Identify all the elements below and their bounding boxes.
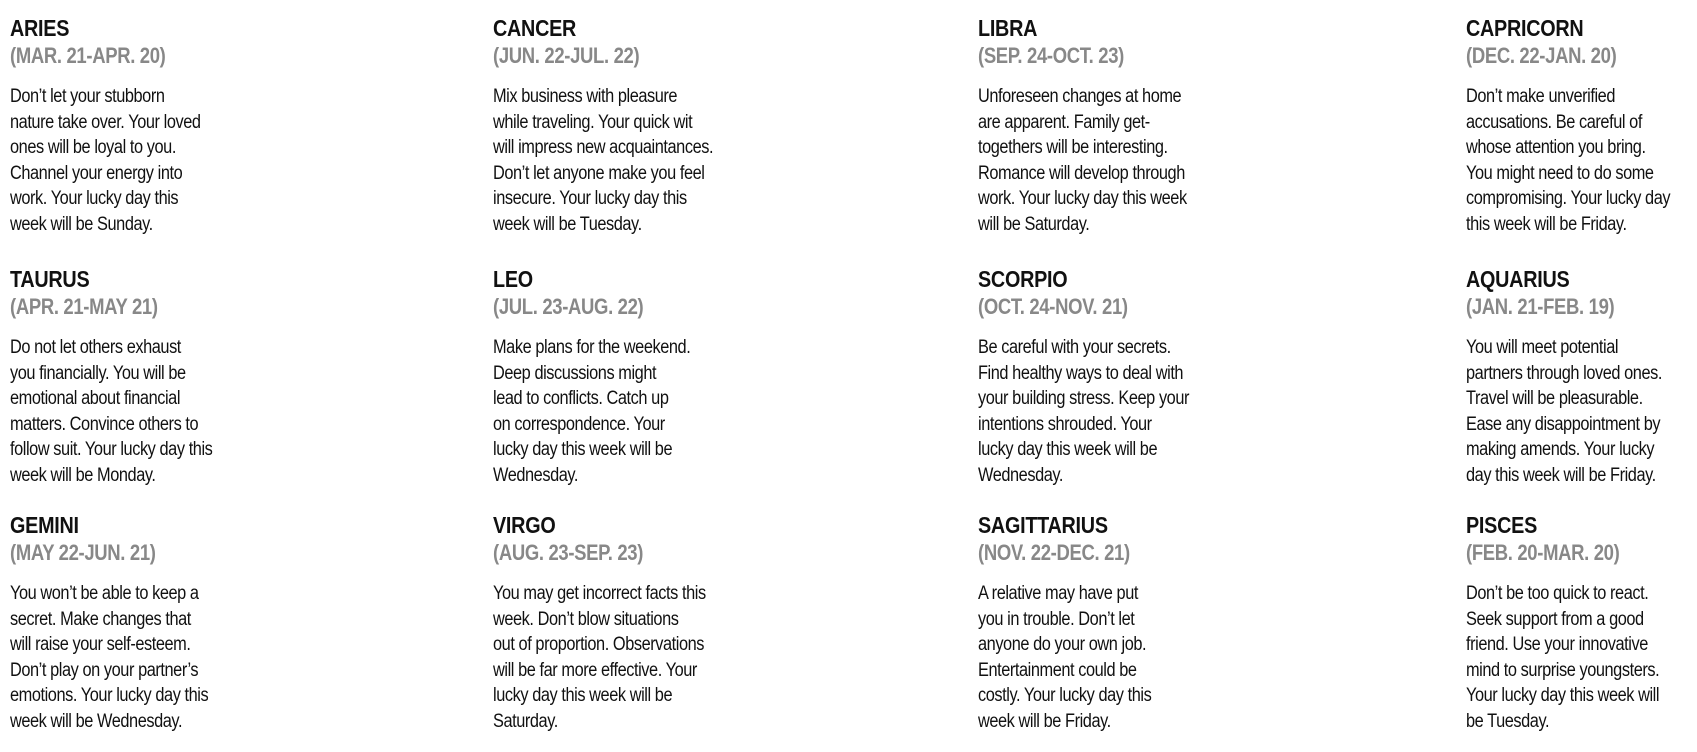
reading-line: Make plans for the weekend. xyxy=(493,337,691,358)
reading-line: mind to surprise youngsters. xyxy=(1466,659,1660,681)
horoscope-entry-libra xyxy=(978,14,1223,238)
reading-line: week will be Monday. xyxy=(10,464,156,486)
reading-line: Seek support from a good xyxy=(1466,608,1644,630)
reading-line: Don’t let anyone make you feel xyxy=(493,162,705,184)
reading-line: lucky day this week will be xyxy=(978,439,1158,461)
sign-reading xyxy=(493,335,704,489)
sign-name: GEMINI xyxy=(10,512,79,538)
sign-name: SAGITTARIUS xyxy=(978,512,1108,538)
reading-line: are apparent. Family get- xyxy=(978,111,1150,133)
reading-line: togethers will be interesting. xyxy=(978,137,1168,159)
sign-name: LEO xyxy=(493,266,533,292)
reading-line: A relative may have put xyxy=(978,583,1138,604)
reading-line: Be careful with your secrets. xyxy=(978,337,1171,358)
sign-name: CANCER xyxy=(493,15,577,41)
sign-reading xyxy=(10,335,221,489)
sign-reading xyxy=(978,84,1189,238)
sign-reading xyxy=(978,335,1189,489)
reading-line: Don’t play on your partner’s xyxy=(10,659,199,681)
sign-dates: (NOV. 22-DEC. 21) xyxy=(978,540,1130,565)
reading-line: Wednesday. xyxy=(978,464,1064,486)
reading-line: week will be Friday. xyxy=(978,710,1111,732)
horoscope-entry-cancer xyxy=(493,14,738,238)
reading-line: will be far more effective. Your xyxy=(493,659,697,681)
sign-reading xyxy=(1466,581,1677,735)
reading-line: accusations. Be careful of xyxy=(1466,111,1642,133)
sign-name: ARIES xyxy=(10,15,70,41)
reading-line: Channel your energy into xyxy=(10,162,183,184)
sign-dates: (APR. 21-MAY 21) xyxy=(10,294,158,319)
reading-line: Your lucky day this week will xyxy=(1466,685,1660,707)
horoscope-entry-taurus xyxy=(10,265,255,489)
reading-line: lucky day this week will be xyxy=(493,685,673,707)
reading-line: You won’t be able to keep a xyxy=(10,583,199,604)
reading-line: lucky day this week will be xyxy=(493,439,673,461)
reading-line: Travel will be pleasurable. xyxy=(1466,388,1643,410)
reading-line: Find healthy ways to deal with xyxy=(978,362,1184,384)
sign-reading xyxy=(493,581,704,735)
sign-dates: (JAN. 21-FEB. 19) xyxy=(1466,294,1615,319)
sign-name: TAURUS xyxy=(10,266,90,292)
reading-line: week will be Wednesday. xyxy=(10,710,183,732)
sign-reading xyxy=(1466,84,1677,238)
sign-dates: (DEC. 22-JAN. 20) xyxy=(1466,43,1617,68)
reading-line: week will be Sunday. xyxy=(10,213,153,235)
reading-line: intentions shrouded. Your xyxy=(978,413,1152,435)
reading-line: Romance will develop through xyxy=(978,162,1185,184)
sign-reading xyxy=(10,84,221,238)
reading-line: work. Your lucky day this xyxy=(10,188,179,210)
reading-line: nature take over. Your loved xyxy=(10,111,201,133)
reading-line: Don’t be too quick to react. xyxy=(1466,583,1649,604)
reading-line: will raise your self-esteem. xyxy=(10,634,191,656)
reading-line: matters. Convince others to xyxy=(10,413,199,435)
sign-dates: (MAR. 21-APR. 20) xyxy=(10,43,166,68)
reading-line: Don’t make unverified xyxy=(1466,86,1616,107)
reading-line: will impress new acquaintances. xyxy=(493,137,714,159)
reading-line: lead to conflicts. Catch up xyxy=(493,388,669,410)
reading-line: insecure. Your lucky day this xyxy=(493,188,687,210)
sign-dates: (FEB. 20-MAR. 20) xyxy=(1466,540,1620,565)
reading-line: out of proportion. Observations xyxy=(493,634,705,656)
sign-dates: (SEP. 24-OCT. 23) xyxy=(978,43,1124,68)
horoscope-entry-sagittarius xyxy=(978,511,1223,735)
reading-line: making amends. Your lucky xyxy=(1466,439,1655,461)
reading-line: you financially. You will be xyxy=(10,362,186,384)
horoscope-entry-aries xyxy=(10,14,255,238)
reading-line: friend. Use your innovative xyxy=(1466,634,1648,656)
sign-dates: (JUN. 22-JUL. 22) xyxy=(493,43,640,68)
horoscope-entry-scorpio xyxy=(978,265,1223,489)
reading-line: week. Don’t blow situations xyxy=(493,608,679,630)
sign-name: SCORPIO xyxy=(978,266,1068,292)
sign-name: CAPRICORN xyxy=(1466,15,1584,41)
reading-line: emotions. Your lucky day this xyxy=(10,685,209,707)
reading-line: day this week will be Friday. xyxy=(1466,464,1656,486)
reading-line: will be Saturday. xyxy=(978,213,1090,235)
sign-name: VIRGO xyxy=(493,512,556,538)
horoscope-entry-capricorn xyxy=(1466,14,1697,238)
reading-line: Unforeseen changes at home xyxy=(978,86,1182,107)
reading-line: while traveling. Your quick wit xyxy=(493,111,693,133)
reading-line: You will meet potential xyxy=(1466,337,1619,358)
reading-line: Mix business with pleasure xyxy=(493,86,678,107)
sign-dates: (AUG. 23-SEP. 23) xyxy=(493,540,644,565)
sign-dates: (OCT. 24-NOV. 21) xyxy=(978,294,1128,319)
reading-line: whose attention you bring. xyxy=(1466,137,1646,159)
sign-reading xyxy=(493,84,714,238)
sign-reading xyxy=(978,581,1189,735)
sign-name: LIBRA xyxy=(978,15,1038,41)
sign-name: PISCES xyxy=(1466,512,1538,538)
reading-line: Don’t let your stubborn xyxy=(10,86,165,107)
reading-line: costly. Your lucky day this xyxy=(978,685,1152,707)
reading-line: You might need to do some xyxy=(1466,162,1654,184)
reading-line: ones will be loyal to you. xyxy=(10,137,176,159)
reading-line: Entertainment could be xyxy=(978,659,1137,681)
sign-reading xyxy=(10,581,221,735)
horoscope-entry-leo xyxy=(493,265,738,489)
reading-line: on correspondence. Your xyxy=(493,413,665,435)
reading-line: Deep discussions might xyxy=(493,362,657,384)
reading-line: Saturday. xyxy=(493,710,558,732)
horoscope-entry-gemini xyxy=(10,511,255,735)
reading-line: compromising. Your lucky day xyxy=(1466,188,1671,210)
sign-reading xyxy=(1466,335,1677,489)
reading-line: Wednesday. xyxy=(493,464,579,486)
sign-name: AQUARIUS xyxy=(1466,266,1570,292)
reading-line: anyone do your own job. xyxy=(978,634,1147,656)
reading-line: work. Your lucky day this week xyxy=(978,188,1187,210)
reading-line: Ease any disappointment by xyxy=(1466,413,1661,435)
horoscope-entry-aquarius xyxy=(1466,265,1697,489)
reading-line: emotional about financial xyxy=(10,388,181,410)
sign-dates: (JUL. 23-AUG. 22) xyxy=(493,294,644,319)
sign-dates: (MAY 22-JUN. 21) xyxy=(10,540,156,565)
reading-line: follow suit. Your lucky day this xyxy=(10,439,213,461)
reading-line: You may get incorrect facts this xyxy=(493,583,706,604)
reading-line: you in trouble. Don’t let xyxy=(978,608,1135,630)
reading-line: partners through loved ones. xyxy=(1466,362,1662,384)
reading-line: be Tuesday. xyxy=(1466,710,1550,732)
reading-line: this week will be Friday. xyxy=(1466,213,1627,235)
reading-line: Do not let others exhaust xyxy=(10,337,181,358)
reading-line: week will be Tuesday. xyxy=(493,213,642,235)
reading-line: your building stress. Keep your xyxy=(978,388,1190,410)
reading-line: secret. Make changes that xyxy=(10,608,191,630)
horoscope-entry-virgo xyxy=(493,511,738,735)
horoscope-entry-pisces xyxy=(1466,511,1697,735)
